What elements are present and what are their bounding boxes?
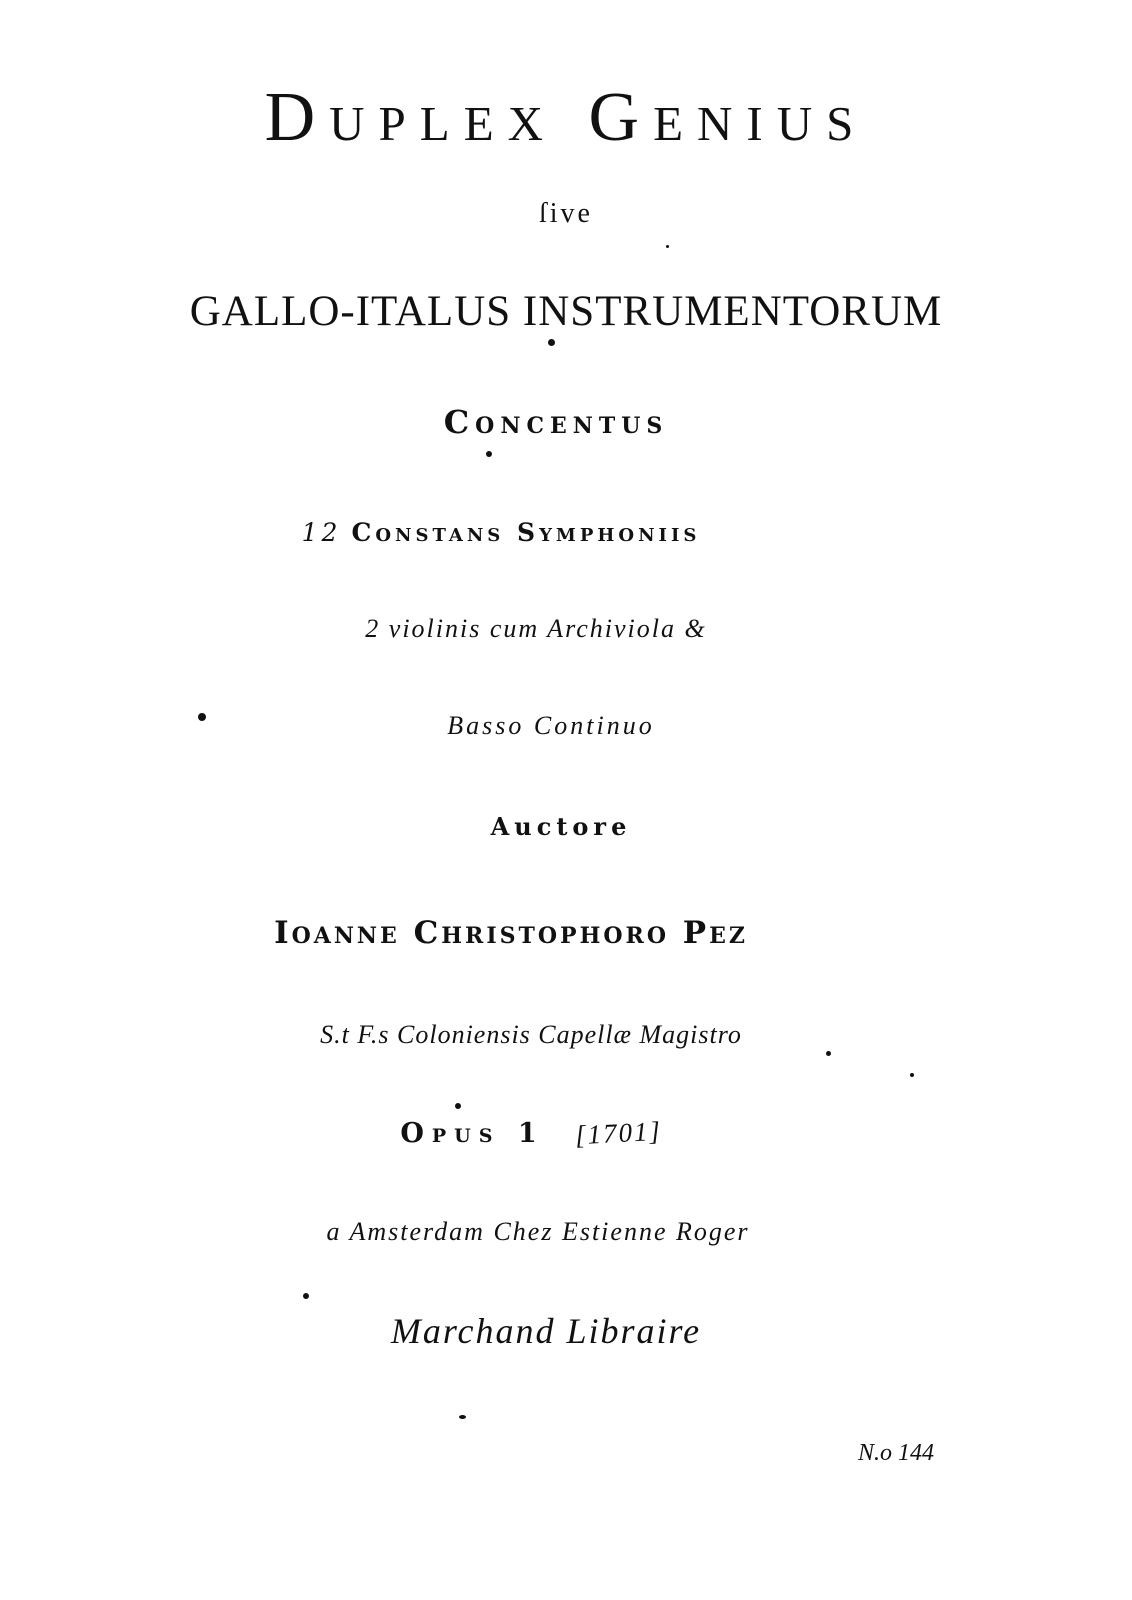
handwritten-year: [1701] [573,1115,663,1151]
sive-conjunction: ſive [539,198,593,229]
opus-label: Opus 1 [400,1118,545,1149]
publisher-line: a Amsterdam Chez Estienne Roger [326,1217,750,1246]
catalogue-number: N.o 144 [858,1440,935,1466]
scan-speck [826,1051,831,1056]
instrumentation-line-2: Basso Continuo [447,711,655,740]
symphoniis-text: Constans Symphoniis [351,518,701,547]
scan-speck [666,245,669,248]
auctore-label: Auctore [490,812,632,841]
symphoniis-line [0,518,1067,547]
work-subtitle: GALLO-ITALUS INSTRUMENTORUM [189,288,943,335]
scan-speck [455,1103,461,1109]
scan-speck [910,1073,914,1077]
scan-speck [303,1293,309,1299]
scan-speck [548,339,555,346]
symphony-count: 12 [301,518,342,547]
instrumentation-line-1: 2 violinis cum Archiviola & [365,614,707,643]
concentus-heading: Concentus [443,403,669,441]
opus-line [0,1115,1097,1151]
scan-speck [198,713,206,721]
scan-speck [459,1415,466,1419]
work-title: Duplex Genius [264,79,868,156]
bookseller-line: Marchand Libraire [390,1311,702,1351]
composer-name: Ioanne Christophoro Pez [274,915,748,951]
composer-position: S.t F.s Coloniensis Capellæ Magistro [320,1020,742,1049]
scan-speck [486,451,492,457]
